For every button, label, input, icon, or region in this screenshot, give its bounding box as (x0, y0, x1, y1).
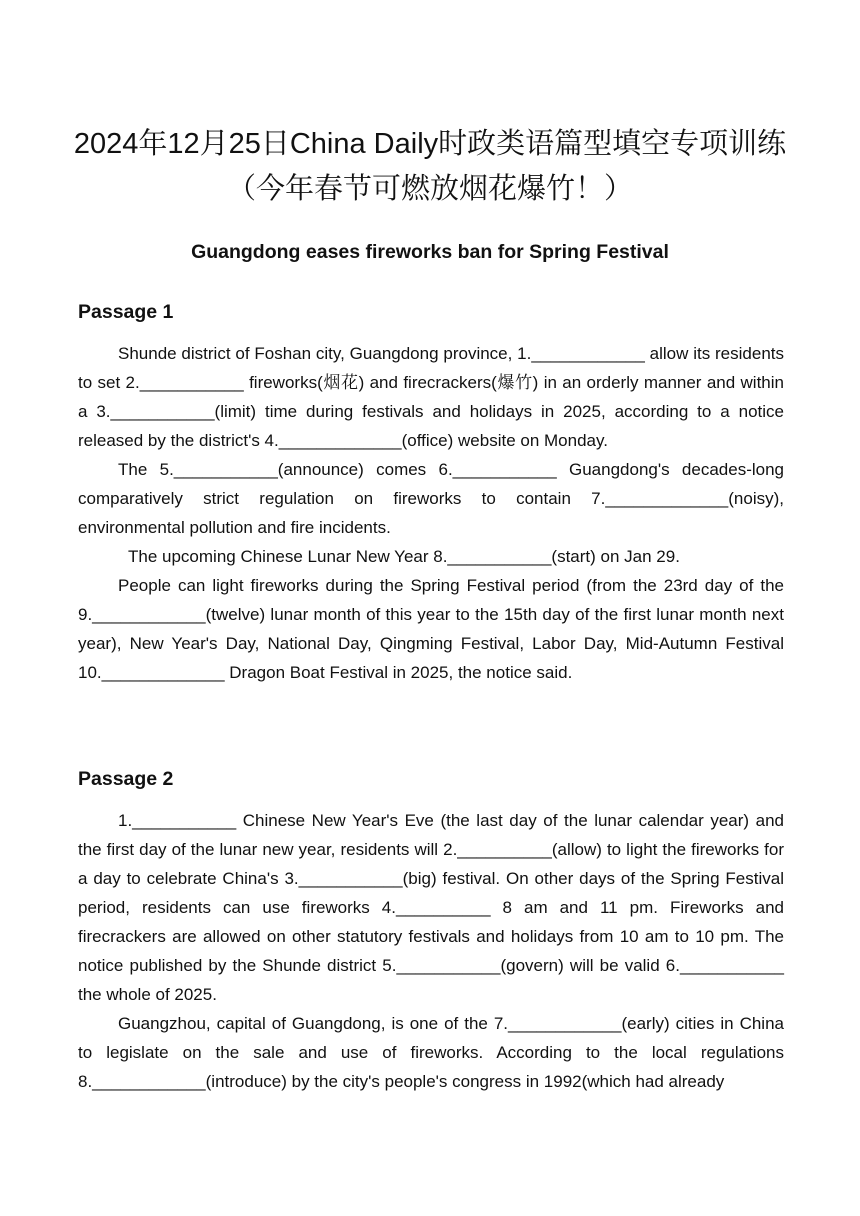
passage-1-paragraph-1: Shunde district of Foshan city, Guangdong province, 1.____________ allow its residents to set 2.___________ fireworks(烟花) and firecrackers(爆竹) in an orderly manner and within a 3.___________(limit) time during festivals and holidays in 2025, according to a notice released by the district's 4._____________(office) website on Monday. (78, 344, 784, 450)
passage-2-heading: Passage 2 (78, 768, 174, 790)
passage-1-paragraph-3: The upcoming Chinese Lunar New Year 8.___________(start) on Jan 29. (128, 547, 680, 566)
document-title: 2024年12月25日China Daily时政类语篇型填空专项训练（今年春节可燃放烟花爆竹！） (73, 128, 787, 205)
passage-2-body (78, 806, 784, 1096)
passage-2-paragraph-2: Guangzhou, capital of Guangdong, is one of the 7.____________(early) cities in China to legislate on the sale and use of fireworks. According to the local regulations 8.____________(introduce) by the city's people's congress in 1992(which had already (78, 1014, 784, 1091)
passage-1-body (78, 339, 784, 687)
passage-1-paragraph-2: The 5.___________(announce) comes 6.___________ Guangdong's decades-long comparatively strict regulation on fireworks to contain 7._____________(noisy), environmental pollution and fire incidents. (78, 460, 784, 537)
passage-1-paragraph-4: People can light fireworks during the Spring Festival period (from the 23rd day of the 9.____________(twelve) lunar month of this year to the 15th day of the first lunar month next year), New Year's Day, National Day, Qingming Festival, Labor Day, Mid-Autumn Festival 10._____________ Dragon Boat Festival in 2025, the notice said. (78, 576, 784, 682)
document-subtitle: Guangdong eases fireworks ban for Spring Festival (191, 241, 669, 263)
passage-1-heading: Passage 1 (78, 301, 174, 323)
passage-2-paragraph-1: 1.___________ Chinese New Year's Eve (the last day of the lunar calendar year) and the first day of the lunar new year, residents will 2.__________(allow) to light the fireworks for a day to celebrate China's 3.___________(big) festival. On other days of the Spring Festival period, residents can use fireworks 4.__________ 8 am and 11 pm. Fireworks and firecrackers are allowed on other statutory festivals and holidays from 10 am to 10 pm. The notice published by the Shunde district 5.___________(govern) will be valid 6.___________ the whole of 2025. (78, 811, 784, 1004)
